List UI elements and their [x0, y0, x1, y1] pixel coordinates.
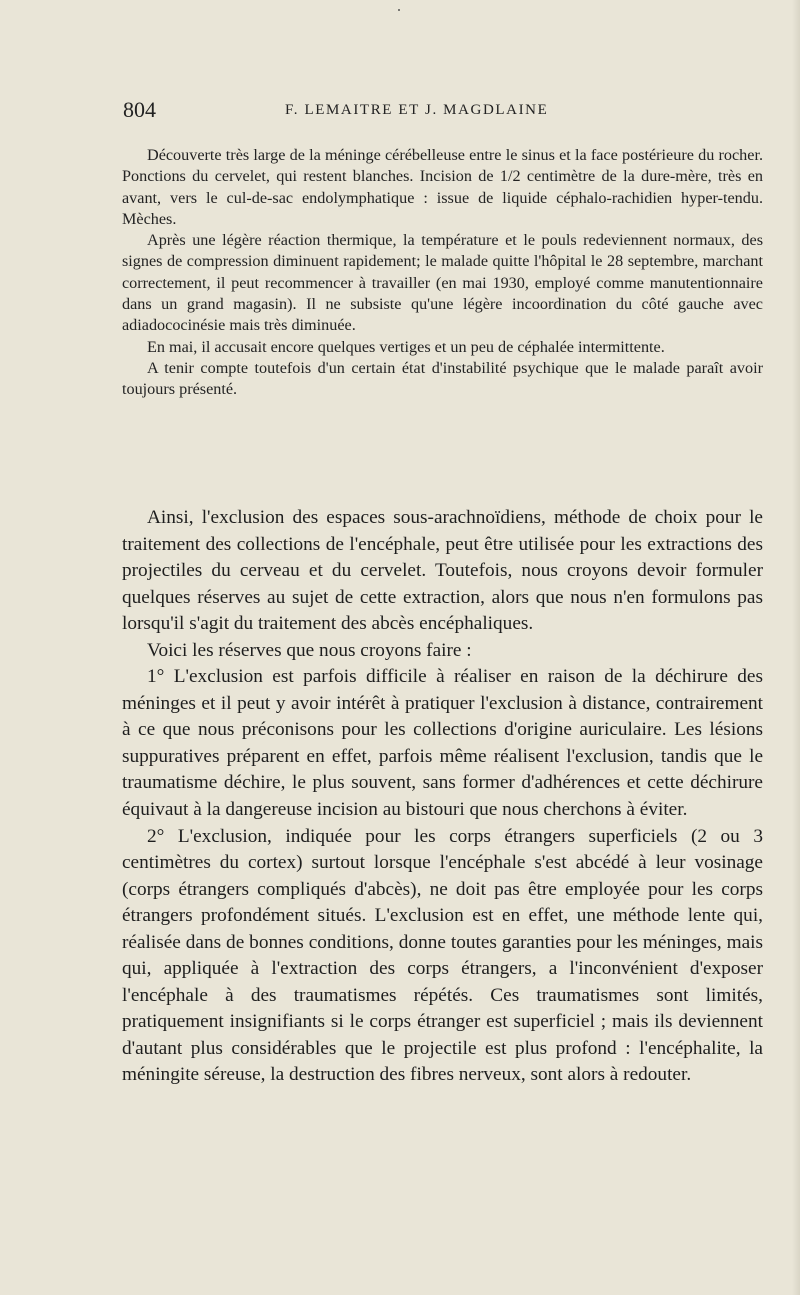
paragraph: Voici les réserves que nous croyons faire : — [147, 639, 472, 661]
discussion-section — [122, 505, 763, 1089]
paragraph: 2° L'exclusion, indiquée pour les corps étrangers superficiels (2 ou 3 centimètres du cortex) surtout lorsque l'encéphale s'est abcédé à leur vosinage (corps étrangers compliqués d'abcès), ne doit pas être employée pour les corps étrangers profondément situés. L'exclusion est en effet, une méthode lente qui, réalisée dans de bonnes conditions, donne toutes garanties pour les méninges, mais qui, appliquée à l'extraction des corps étrangers, a l'inconvénient d'exposer l'encéphale à des traumatismes répétés. Ces traumatismes sont limités, pratiquement insignifiants si le corps étranger est superficiel ; mais ils deviennent d'autant plus considérables que le projectile est plus profond : l'encéphalite, la méningite séreuse, la destruction des fibres nerveux, sont alors à redouter. — [122, 825, 763, 1086]
paragraph: En mai, il accusait encore quelques vertiges et un peu de céphalée intermittente. — [147, 337, 665, 356]
paragraph: Ainsi, l'exclusion des espaces sous-arachnoïdiens, méthode de choix pour le traitement des collections de l'encéphale, peut être utilisée pour les extractions des projectiles du cerveau et du cervelet. Toutefois, nous croyons devoir formuler quelques réserves au sujet de cette extraction, alors que nous n'en formulons pas lorsqu'il s'agit du traitement des abcès encéphaliques. — [122, 507, 763, 635]
case-report-section — [122, 145, 763, 401]
page-header — [123, 97, 763, 127]
page-edge-shadow — [792, 0, 800, 1295]
paragraph: Découverte très large de la méninge cérébelleuse entre le sinus et la face postérieure du rocher. Ponctions du cervelet, qui restent blanches. Incision de 1/2 centimètre de la dure-mère, très en avant, vers le cul-de-sac endolymphatique : issue de liquide céphalo-rachidien hyper-tendu. Mèches. — [122, 146, 763, 228]
paragraph: Après une légère réaction thermique, la température et le pouls redeviennent normaux, des signes de compression diminuent rapidement; le malade quitte l'hôpital le 28 septembre, marchant correctement, il peut recommencer à travailler (en mai 1930, employé comme manutentionnaire dans un grand magasin). Il ne subsiste qu'une légère incoordination du côté gauche avec adiadococinésie mais très diminuée. — [122, 231, 763, 335]
paragraph: 1° L'exclusion est parfois difficile à réaliser en raison de la déchirure des méninges et il peut y avoir intérêt à pratiquer l'exclusion à distance, contrairement à ce que nous préconisons pour les collections d'origine auriculaire. Les lésions suppuratives préparent en effet, parfois même réalisent l'exclusion, tandis que le traumatisme déchire, le plus souvent, sans former d'adhérences et cette déchirure équivaut à la dangereuse incision au bistouri que nous cherchons à éviter. — [122, 666, 763, 821]
speck — [398, 9, 400, 11]
page-number: 804 — [123, 97, 156, 122]
running-head: F. LEMAITRE ET J. MAGDLAINE — [285, 102, 549, 118]
paragraph: A tenir compte toutefois d'un certain état d'instabilité psychique que le malade paraît avoir toujours présenté. — [122, 358, 763, 399]
